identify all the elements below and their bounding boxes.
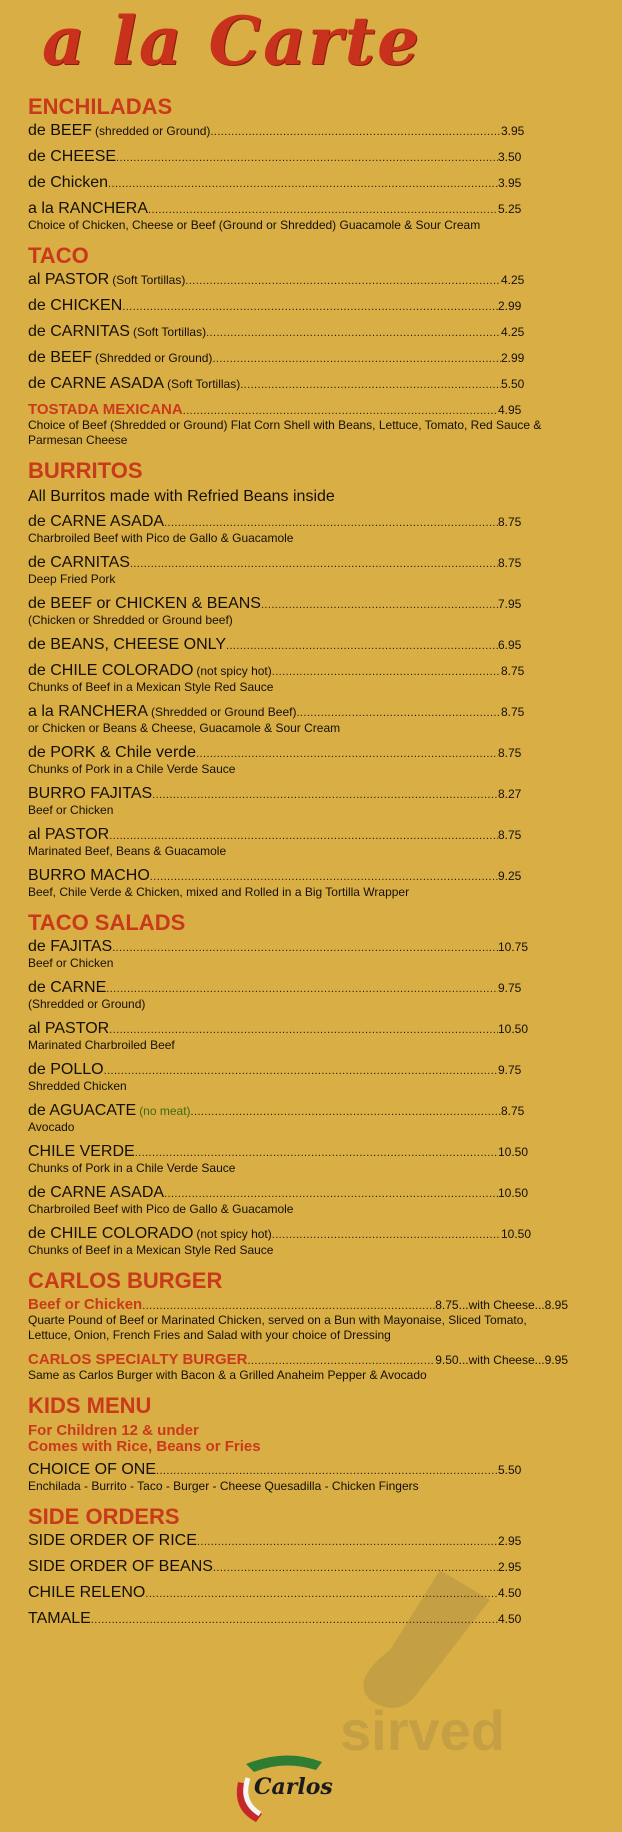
menu-item <box>28 323 608 341</box>
item-name: SIDE ORDER OF RICE <box>28 1532 197 1549</box>
item-name: de CARNE <box>28 979 107 996</box>
item-name: TAMALE <box>28 1610 91 1627</box>
item-price: 10.50 <box>501 1227 532 1241</box>
item-price: 4.25 <box>501 325 525 339</box>
menu-item-line <box>28 297 608 315</box>
menu-item <box>28 1020 608 1053</box>
dot-leader <box>272 1229 501 1241</box>
dot-leader <box>150 871 498 883</box>
menu-item-line <box>28 595 608 613</box>
dot-leader <box>142 1300 435 1312</box>
dot-leader <box>109 1024 498 1036</box>
menu-item-line <box>28 1225 608 1243</box>
menu-item-line <box>28 636 608 654</box>
item-price: 4.50 <box>498 1612 522 1626</box>
item-description: Avocado <box>28 1120 75 1134</box>
item-note: (no meat) <box>139 1104 191 1118</box>
section-title: CARLOS BURGER <box>28 1268 223 1293</box>
item-price: 8.75 <box>498 556 522 570</box>
item-name: de CHILE COLORADO <box>28 1225 194 1242</box>
dot-leader <box>272 666 501 678</box>
item-price: 4.50 <box>498 1586 522 1600</box>
section-note-line: For Children 12 & under <box>28 1422 199 1439</box>
menu-section <box>28 1266 608 1383</box>
section-title: TACO SALADS <box>28 910 186 935</box>
dot-leader <box>148 204 498 216</box>
item-name: de CHICKEN <box>28 297 123 314</box>
item-name: BURRO FAJITAS <box>28 785 153 802</box>
menu-item <box>28 1351 608 1383</box>
item-description: Choice of Chicken, Cheese or Beef (Ground or Shredded) Guacamole & Sour Cream <box>28 218 481 232</box>
menu-item <box>28 1461 608 1494</box>
item-price: 7.95 <box>498 597 522 611</box>
item-price: 9.50...with Cheese...9.95 <box>435 1353 568 1367</box>
item-description: Chunks of Pork in a Chile Verde Sauce <box>28 1161 236 1175</box>
item-price: 9.75 <box>498 981 522 995</box>
dot-leader <box>106 983 498 995</box>
item-name: de BEEF <box>28 349 93 366</box>
dot-leader <box>152 789 498 801</box>
item-price: 8.75 <box>501 705 525 719</box>
dot-leader <box>185 275 501 287</box>
menu-item-line <box>28 1184 608 1202</box>
menu-item-line <box>28 1020 608 1038</box>
menu-section <box>28 908 608 1258</box>
item-price: 5.50 <box>498 1463 522 1477</box>
dot-leader <box>135 1147 498 1159</box>
menu-item-line <box>28 938 608 956</box>
item-price: 6.95 <box>498 638 522 652</box>
item-price: 10.50 <box>498 1022 529 1036</box>
dot-leader <box>164 1188 498 1200</box>
menu-item <box>28 200 608 233</box>
dot-leader <box>296 707 501 719</box>
item-note: (Soft Tortillas) <box>132 325 207 339</box>
item-note: (not spicy hot) <box>196 664 272 678</box>
item-name: de PORK & Chile verde <box>28 744 197 761</box>
menu-item <box>28 401 608 448</box>
menu-item <box>28 703 608 736</box>
item-description: Chunks of Beef in a Mexican Style Red Sauce <box>28 680 274 694</box>
menu-item <box>28 271 608 289</box>
menu-item-line <box>28 744 608 762</box>
item-name: CHOICE OF ONE <box>28 1461 157 1478</box>
menu-item-line <box>28 323 608 341</box>
item-description: Beef, Chile Verde & Chicken, mixed and Rolled in a Big Tortilla Wrapper <box>28 885 410 899</box>
dot-leader <box>109 830 498 842</box>
item-price: 4.95 <box>498 403 522 417</box>
section-note-line: Comes with Rice, Beans or Fries <box>28 1438 261 1455</box>
item-price: 9.25 <box>498 869 522 883</box>
item-price: 3.95 <box>501 124 525 138</box>
menu-section <box>28 1391 608 1494</box>
menu-item <box>28 595 608 628</box>
dot-leader <box>197 1536 498 1548</box>
menu-item <box>28 375 608 393</box>
item-name: al PASTOR <box>28 1020 110 1037</box>
item-price: 5.50 <box>501 377 525 391</box>
dot-leader <box>210 126 501 138</box>
item-description: Marinated Beef, Beans & Guacamole <box>28 844 227 858</box>
section-title: ENCHILADAS <box>28 94 173 119</box>
menu-item-line <box>28 513 608 531</box>
item-name: de Chicken <box>28 174 109 191</box>
menu-item-line <box>28 1061 608 1079</box>
item-name: a la RANCHERA <box>28 703 149 720</box>
item-name: de CHEESE <box>28 148 117 165</box>
item-description: Choice of Beef (Shredded or Ground) Flat Corn Shell with Beans, Lettuce, Tomato, Red Sauce & Parmesan Cheese <box>28 418 542 447</box>
menu-item <box>28 826 608 859</box>
item-price: 2.99 <box>501 351 525 365</box>
item-name: a la RANCHERA <box>28 200 149 217</box>
item-note: (Shredded or Ground Beef) <box>151 705 297 719</box>
menu-item <box>28 662 608 695</box>
menu-item <box>28 1102 608 1135</box>
item-name: SIDE ORDER OF BEANS <box>28 1558 213 1575</box>
logo-text: Carlos <box>254 1774 333 1800</box>
item-description: Charbroiled Beef with Pico de Gallo & Guacamole <box>28 531 294 545</box>
dot-leader <box>240 379 501 391</box>
item-note: (Shredded or Ground) <box>95 351 213 365</box>
item-name: CARLOS SPECIALTY BURGER <box>28 1351 248 1368</box>
item-description: Charbroiled Beef with Pico de Gallo & Guacamole <box>28 1202 294 1216</box>
item-description: Beef or Chicken <box>28 803 114 817</box>
menu-item-line <box>28 122 608 140</box>
item-price: 10.50 <box>498 1186 529 1200</box>
menu-item <box>28 785 608 818</box>
menu-item <box>28 1143 608 1176</box>
item-name: TOSTADA MEXICANA <box>28 401 183 418</box>
item-description: Same as Carlos Burger with Bacon & a Grilled Anaheim Pepper & Avocado <box>28 1368 427 1382</box>
menu-item-line <box>28 1102 608 1120</box>
dot-leader <box>112 942 498 954</box>
section-title: TACO <box>28 243 89 268</box>
menu-item-line <box>28 554 608 572</box>
dot-leader <box>130 558 498 570</box>
item-description: or Chicken or Beans & Cheese, Guacamole & Sour Cream <box>28 721 341 735</box>
menu-item <box>28 1532 608 1550</box>
item-name: de CARNITAS <box>28 323 130 340</box>
menu-item-line <box>28 979 608 997</box>
menu-item-line <box>28 662 608 680</box>
menu-item <box>28 744 608 777</box>
item-price: 2.99 <box>498 299 522 313</box>
dot-leader <box>212 353 501 365</box>
menu-item-line <box>28 349 608 367</box>
item-name: de BEEF <box>28 122 93 139</box>
item-price: 8.75 <box>498 515 522 529</box>
item-description: Enchilada - Burrito - Taco - Burger - Cheese Quesadilla - Chicken Fingers <box>28 1479 419 1493</box>
dot-leader <box>226 640 498 652</box>
menu-item <box>28 636 608 654</box>
menu-item <box>28 979 608 1012</box>
menu-item <box>28 938 608 971</box>
item-name: de CARNITAS <box>28 554 130 571</box>
item-price: 8.75...with Cheese...8.95 <box>435 1298 568 1312</box>
menu-item <box>28 148 608 166</box>
page-title: a la Carte <box>42 2 422 80</box>
item-price: 3.95 <box>498 176 522 190</box>
section-note <box>28 1423 608 1455</box>
menu-item-line <box>28 703 608 721</box>
menu-section <box>28 92 608 233</box>
dot-leader <box>247 1355 435 1367</box>
dot-leader <box>156 1465 498 1477</box>
menu-item-line <box>28 826 608 844</box>
item-name: de CHILE COLORADO <box>28 662 194 679</box>
menu-item-line <box>28 867 608 885</box>
menu-item <box>28 174 608 192</box>
item-name: al PASTOR <box>28 271 110 288</box>
section-title: BURRITOS <box>28 458 143 483</box>
item-note: (Soft Tortillas) <box>112 273 186 287</box>
menu-item-line <box>28 785 608 803</box>
item-note: (not spicy hot) <box>196 1227 272 1241</box>
dot-leader <box>164 517 498 529</box>
carlos-logo <box>226 1752 336 1826</box>
item-name: de CARNE ASADA <box>28 1184 165 1201</box>
section-title: SIDE ORDERS <box>28 1504 180 1529</box>
menu-item-line <box>28 1296 608 1313</box>
menu-item-line <box>28 1532 608 1550</box>
menu-item-line <box>28 174 608 192</box>
item-name: de AGUACATE <box>28 1102 137 1119</box>
item-description: Shredded Chicken <box>28 1079 127 1093</box>
menu-item-line <box>28 271 608 289</box>
menu-item <box>28 1061 608 1094</box>
dot-leader <box>206 327 501 339</box>
item-name: de CARNE ASADA <box>28 375 165 392</box>
menu-item-line <box>28 375 608 393</box>
dot-leader <box>108 178 498 190</box>
item-description: (Chicken or Shredded or Ground beef) <box>28 613 233 627</box>
menu-item-line <box>28 148 608 166</box>
menu-section <box>28 241 608 448</box>
menu-item <box>28 122 608 140</box>
item-price: 4.25 <box>501 273 525 287</box>
item-description: Chunks of Pork in a Chile Verde Sauce <box>28 762 236 776</box>
item-name: de FAJITAS <box>28 938 113 955</box>
item-note: (Soft Tortillas) <box>167 377 241 391</box>
dot-leader <box>116 152 498 164</box>
menu-item-line <box>28 1461 608 1479</box>
item-description: Deep Fried Pork <box>28 572 116 586</box>
item-name: CHILE VERDE <box>28 1143 135 1160</box>
item-name: Beef or Chicken <box>28 1296 143 1313</box>
item-name: al PASTOR <box>28 826 110 843</box>
item-price: 8.27 <box>498 787 522 801</box>
item-price: 8.75 <box>501 1104 525 1118</box>
watermark-text: sirved <box>340 1699 505 1760</box>
item-name: de POLLO <box>28 1061 104 1078</box>
menu-item <box>28 867 608 900</box>
menu-item <box>28 1225 608 1258</box>
item-price: 5.25 <box>498 202 522 216</box>
item-price: 8.75 <box>498 746 522 760</box>
menu-item-line <box>28 200 608 218</box>
dot-leader <box>196 748 498 760</box>
item-name: de CARNE ASADA <box>28 513 165 530</box>
menu-item <box>28 554 608 587</box>
dot-leader <box>122 301 498 313</box>
item-price: 3.50 <box>498 150 522 164</box>
dot-leader <box>191 1106 501 1118</box>
item-price: 8.75 <box>501 664 525 678</box>
menu-item <box>28 349 608 367</box>
item-description: Beef or Chicken <box>28 956 114 970</box>
item-name: de BEEF or CHICKEN & BEANS <box>28 595 261 612</box>
item-description: Chunks of Beef in a Mexican Style Red Sauce <box>28 1243 274 1257</box>
menu-item-line <box>28 401 608 418</box>
menu-item <box>28 513 608 546</box>
item-description: Marinated Charbroiled Beef <box>28 1038 175 1052</box>
item-description: (Shredded or Ground) <box>28 997 146 1011</box>
section-intro: All Burritos made with Refried Beans inside <box>28 488 335 505</box>
watermark-logo <box>330 1560 580 1760</box>
dot-leader <box>104 1065 498 1077</box>
menu-item <box>28 1184 608 1217</box>
menu-sections <box>28 92 608 1636</box>
dot-leader <box>261 599 498 611</box>
item-price: 9.75 <box>498 1063 522 1077</box>
item-price: 2.95 <box>498 1534 522 1548</box>
item-price: 10.50 <box>498 1145 529 1159</box>
item-description: Quarte Pound of Beef or Marinated Chicken, served on a Bun with Mayonaise, Sliced Tomato, Lettuce, Onion, French Fries and Salad with your choice of Dressing <box>28 1313 527 1342</box>
item-note: (shredded or Ground) <box>95 124 211 138</box>
menu-item <box>28 1296 608 1343</box>
item-name: CHILE RELENO <box>28 1584 146 1601</box>
menu-item <box>28 297 608 315</box>
section-title: KIDS MENU <box>28 1393 152 1418</box>
menu-item-line <box>28 1143 608 1161</box>
menu-item-line <box>28 1351 608 1368</box>
dot-leader <box>183 405 498 417</box>
item-name: de BEANS, CHEESE ONLY <box>28 636 226 653</box>
item-price: 2.95 <box>498 1560 522 1574</box>
menu-section <box>28 456 608 900</box>
item-price: 8.75 <box>498 828 522 842</box>
item-price: 10.75 <box>498 940 529 954</box>
item-name: BURRO MACHO <box>28 867 150 884</box>
